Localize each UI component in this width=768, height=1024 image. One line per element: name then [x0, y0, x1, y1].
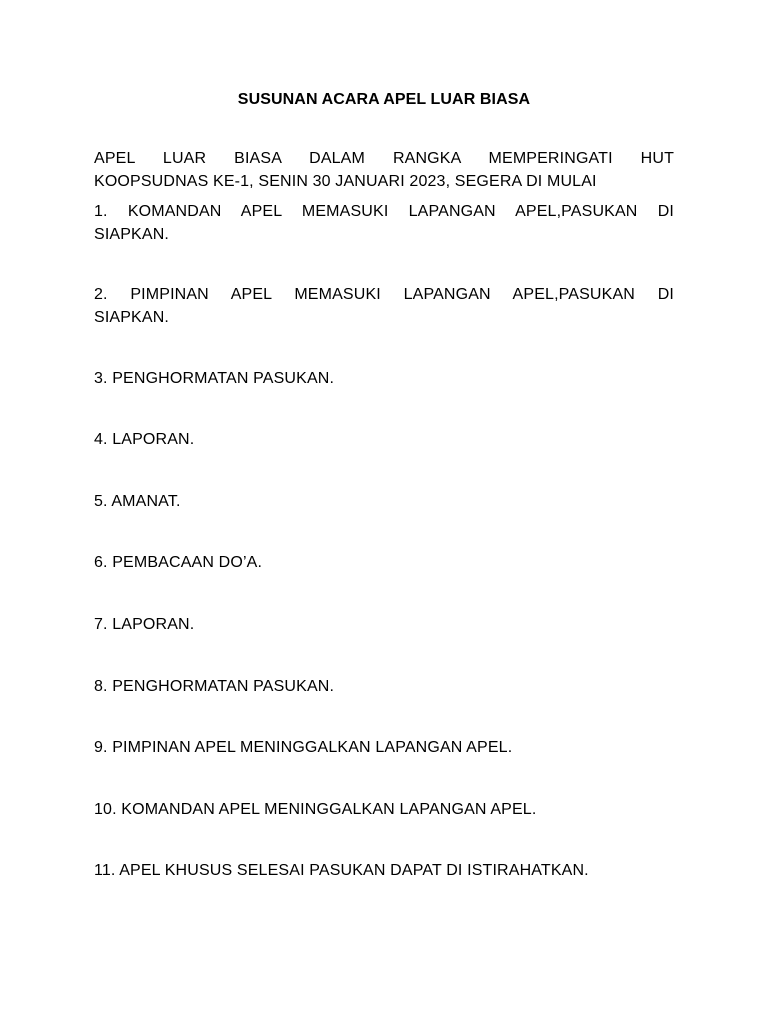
- agenda-item-3: [94, 367, 674, 390]
- agenda-item-text: 7. LAPORAN.: [94, 616, 195, 633]
- intro-line-1: APEL LUAR BIASA DALAM RANGKA MEMPERINGATI HUT: [94, 150, 674, 167]
- intro-paragraph: [94, 147, 674, 193]
- agenda-item-line-2: SIAPKAN.: [94, 226, 170, 243]
- agenda-item-text: 8. PENGHORMATAN PASUKAN.: [94, 678, 335, 695]
- agenda-item-10: [94, 798, 674, 821]
- agenda-item-line-1: 2. PIMPINAN APEL MEMASUKI LAPANGAN APEL,PASUKAN DI: [94, 286, 674, 303]
- agenda-item-text: 9. PIMPINAN APEL MENINGGALKAN LAPANGAN APEL.: [94, 739, 513, 756]
- agenda-item-text: 10. KOMANDAN APEL MENINGGALKAN LAPANGAN APEL.: [94, 801, 537, 818]
- agenda-item-8: [94, 675, 674, 698]
- agenda-item-line-1: 1. KOMANDAN APEL MEMASUKI LAPANGAN APEL,PASUKAN DI: [94, 203, 674, 220]
- agenda-item-5: [94, 490, 674, 513]
- agenda-item-6: [94, 551, 674, 574]
- agenda-item-11: [94, 859, 674, 882]
- agenda-item-9: [94, 736, 674, 759]
- agenda-item-line-2: SIAPKAN.: [94, 309, 170, 326]
- agenda-item-2: [94, 283, 674, 329]
- agenda-item-text: 6. PEMBACAAN DO’A.: [94, 554, 263, 571]
- agenda-item-text: 5. AMANAT.: [94, 493, 181, 510]
- document-title: SUSUNAN ACARA APEL LUAR BIASA: [237, 91, 531, 108]
- agenda-item-text: 3. PENGHORMATAN PASUKAN.: [94, 370, 335, 387]
- agenda-item-7: [94, 613, 674, 636]
- agenda-item-text: 11. APEL KHUSUS SELESAI PASUKAN DAPAT DI ISTIRAHATKAN.: [94, 862, 589, 879]
- intro-line-2: KOOPSUDNAS KE-1, SENIN 30 JANUARI 2023, SEGERA DI MULAI: [94, 173, 597, 190]
- agenda-item-1: [94, 200, 674, 246]
- agenda-item-text: 4. LAPORAN.: [94, 431, 195, 448]
- agenda-item-4: [94, 428, 674, 451]
